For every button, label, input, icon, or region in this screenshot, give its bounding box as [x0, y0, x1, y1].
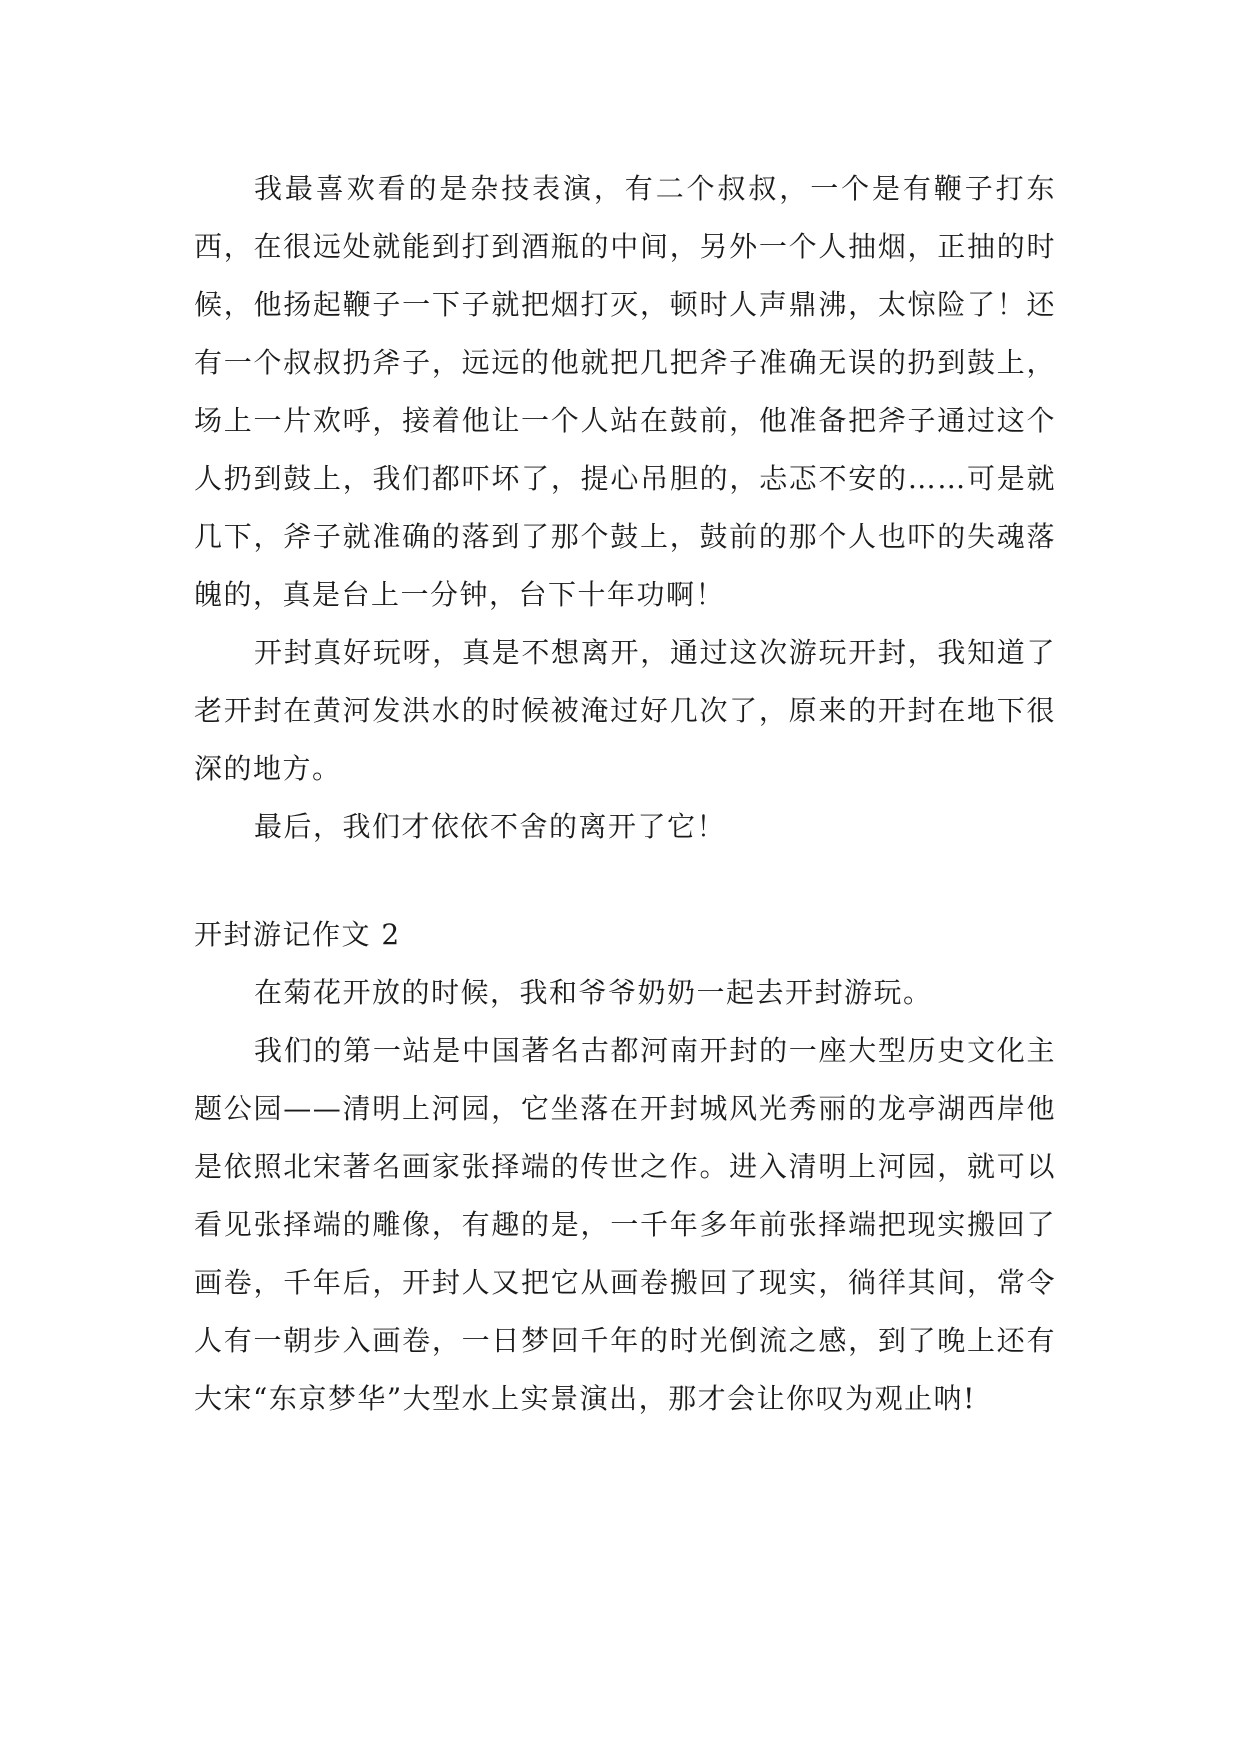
- paragraph-qingming-park: 我们的第一站是中国著名古都河南开封的一座大型历史文化主题公园——清明上河园，它坐落在开封城风光秀丽的龙亭湖西岸他是依照北宋著名画家张择端的传世之作。进入清明上河园，就可以看见张择端的雕像，有趣的是，一千年多年前张择端把现实搬回了画卷，千年后，开封人又把它从画卷搬回了现实，徜徉其间，常令人有一朝步入画卷，一日梦回千年的时光倒流之感，到了晚上还有大宋“东京梦华”大型水上实景演出，那才会让你叹为观止呐!: [194, 1034, 1056, 1415]
- paragraph-acrobatics: 我最喜欢看的是杂技表演，有二个叔叔，一个是有鞭子打东西，在很远处就能到打到酒瓶的中间，另外一个人抽烟，正抽的时候，他扬起鞭子一下子就把烟打灭，顿时人声鼎沸，太惊险了！还有一个叔叔扔斧子，远远的他就把几把斧子准确无误的扔到鼓上，场上一片欢呼，接着他让一个人站在鼓前，他准备把斧子通过这个人扔到鼓上，我们都吓坏了，提心吊胆的，忐忑不安的……可是就几下，斧子就准确的落到了那个鼓上，鼓前的那个人也吓的失魂落魄的，真是台上一分钟，台下十年功啊！: [194, 172, 1056, 611]
- paragraph-chrysanthemum: 在菊花开放的时候，我和爷爷奶奶一起去开封游玩。: [254, 976, 933, 1009]
- section-title: 开封游记作文 2: [194, 918, 401, 951]
- paragraph-kaifeng-fun: 开封真好玩呀，真是不想离开，通过这次游玩开封，我知道了老开封在黄河发洪水的时候被淹过好几次了，原来的开封在地下很深的地方。: [194, 636, 1056, 785]
- paragraph-farewell: 最后，我们才依依不舍的离开了它！: [254, 810, 727, 843]
- document-body: [194, 160, 1056, 1428]
